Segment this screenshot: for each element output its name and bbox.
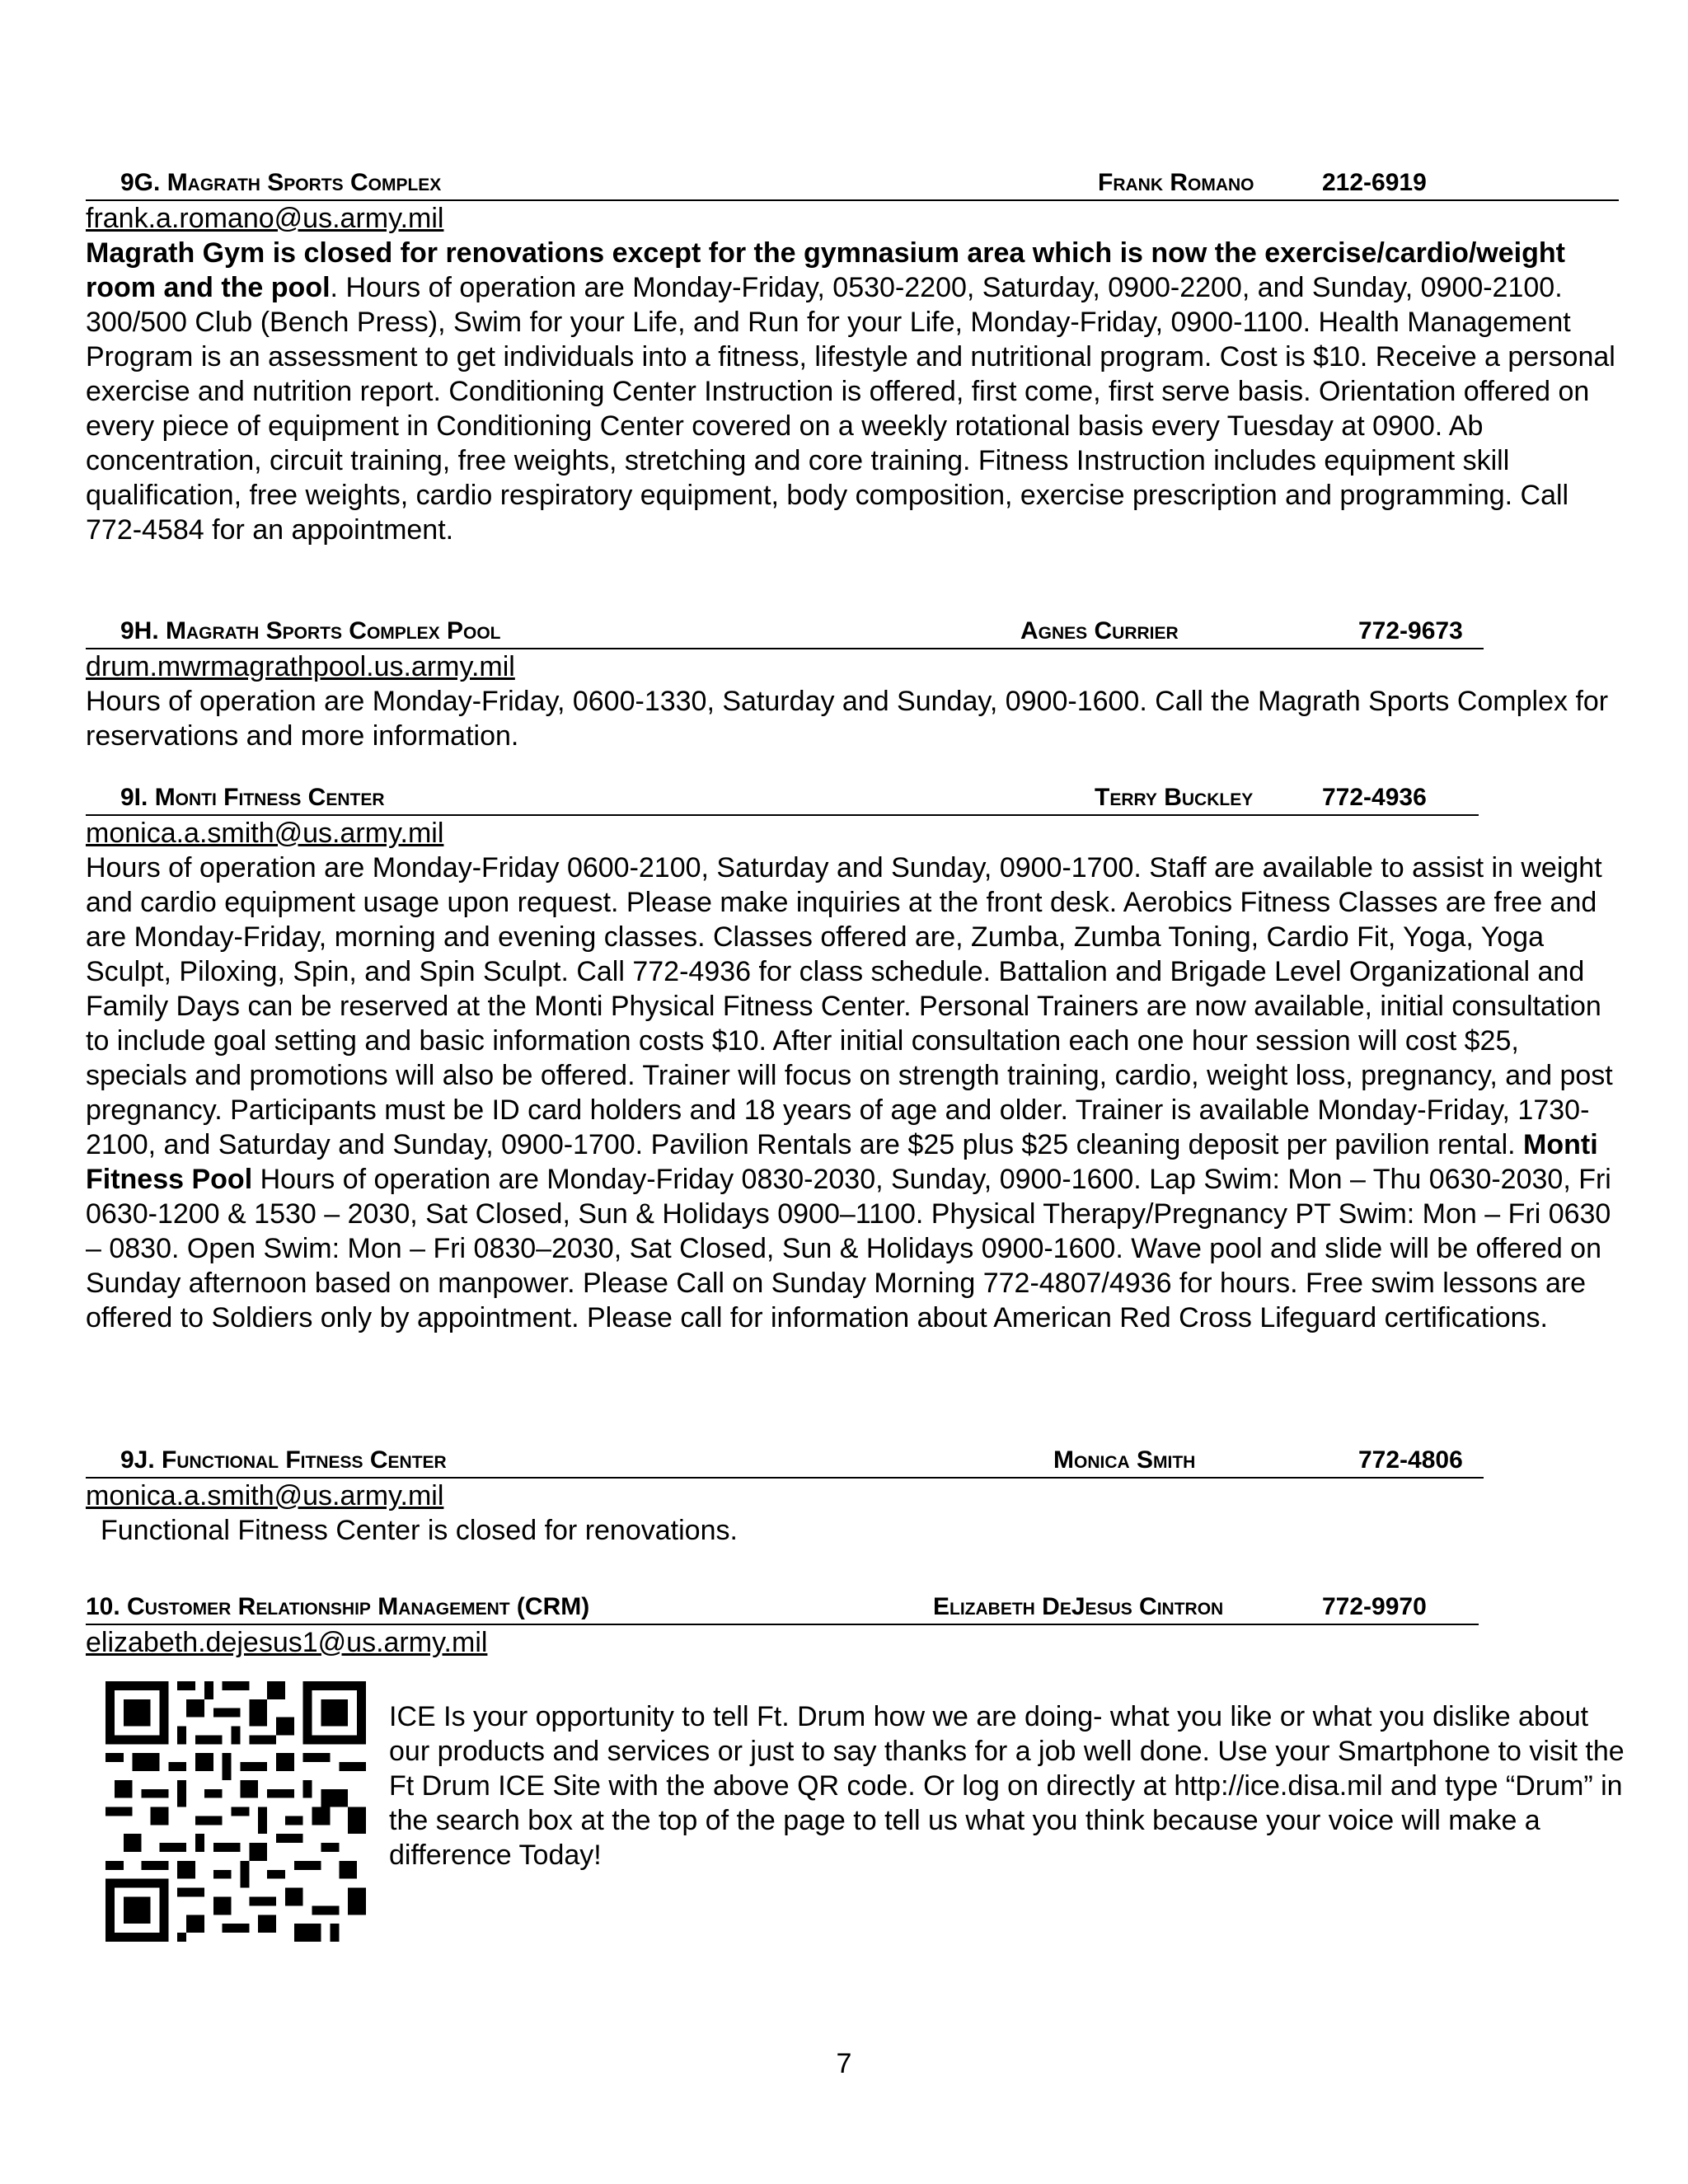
- section-9h: [86, 615, 1619, 753]
- section-header: [86, 1444, 1484, 1479]
- section-9i: [86, 781, 1619, 1335]
- section-9g: [86, 166, 1619, 547]
- bold-subtitle: Monti Fitness Pool: [86, 1129, 1598, 1195]
- section-title: 9J. Functional Fitness Center: [120, 1446, 447, 1474]
- body-text-2: Hours of operation are Monday-Friday 0830-2030, Sunday, 0900-1600. Lap Swim: Mon – Thu 0630-2030, Fri 0630-1200 & 1530 – 2030, Sat Closed, Sun & Holidays 0900–1100. Physical Therapy/Pregnancy PT Swim: Mon – Fri 0630 – 0830. Open Swim: Mon – Fri 0830–2030, Sat Closed, Sun & Holidays 0900-1600. Wave pool and slide will be offered on Sunday afternoon based on manpower. Please Call on Sunday Morning 772-4807/4936 for hours. Free swim lessons are offered to Soldiers only by appointment. Please call for information about American Red Cross Lifeguard certifications.: [86, 1164, 1611, 1333]
- email-link[interactable]: monica.a.smith@us.army.mil: [86, 1480, 444, 1511]
- contact-name: Monica Smith: [1053, 1446, 1196, 1474]
- section-title: 9I. Monti Fitness Center: [120, 784, 385, 811]
- section-header: [86, 615, 1484, 649]
- body-text: Hours of operation are Monday-Friday 0600-2100, Saturday and Sunday, 0900-1700. Staff are available to assist in weight and cardio equipment usage upon request. Please make inquiries at the front desk. Aerobics Fitness Classes are free and are Monday-Friday, morning and evening classes. Classes offered are, Zumba, Zumba Toning, Cardio Fit, Yoga, Yoga Sculpt, Piloxing, Spin, and Spin Sculpt. Call 772-4936 for class schedule. Battalion and Brigade Level Organizational and Family Days can be reserved at the Monti Physical Fitness Center. Personal Trainers are now available, initial consultation to include goal setting and basic information costs $10. After initial consultation each one hour session will cost $25, specials and promotions will also be offered. Trainer will focus on strength training, cardio, weight loss, pregnancy, and post pregnancy. Participants must be ID card holders and 18 years of age and older. Trainer is available Monday-Friday, 1730-2100, and Saturday and Sunday, 0900-1700. Pavilion Rentals are $25 plus $25 cleaning deposit per pavilion rental.: [86, 852, 1613, 1160]
- contact-phone: 212-6919: [1322, 169, 1427, 196]
- contact-phone: 772-4936: [1322, 784, 1427, 811]
- ice-body-text: ICE Is your opportunity to tell Ft. Drum how we are doing- what you like or what you dislike about our products and services or just to say thanks for a job well done. Use your Smartphone to visit the Ft Drum ICE Site with the above QR code. Or log on directly at http://ice.disa.mil and type “Drum” in the search box at the top of the page to tell us what you think because your voice will make a difference Today!: [389, 1701, 1625, 1871]
- section-title: 10. Customer Relationship Management (CRM): [86, 1593, 590, 1620]
- email-link[interactable]: monica.a.smith@us.army.mil: [86, 818, 444, 849]
- section-body: [86, 236, 1619, 547]
- contact-name: Frank Romano: [1098, 169, 1254, 196]
- body-text: Functional Fitness Center is closed for renovations.: [101, 1515, 738, 1546]
- section-9j: [86, 1444, 1619, 1548]
- section-title: 9H. Magrath Sports Complex Pool: [120, 617, 501, 644]
- section-header: [86, 1591, 1479, 1625]
- contact-phone: 772-9673: [1358, 617, 1463, 644]
- email-link[interactable]: elizabeth.dejesus1@us.army.mil: [86, 1627, 488, 1658]
- contact-name: Terry Buckley: [1095, 784, 1254, 811]
- page-number: 7: [836, 2048, 852, 2079]
- email-link[interactable]: drum.mwrmagrathpool.us.army.mil: [86, 651, 515, 682]
- contact-name: Agnes Currier: [1020, 617, 1179, 644]
- body-text: . Hours of operation are Monday-Friday, 0530-2200, Saturday, 0900-2200, and Sunday, 0900-2100. 300/500 Club (Bench Press), Swim for your Life, and Run for your Life, Monday-Friday, 0900-1100. Health Management Program is an assessment to get individuals into a fitness, lifestyle and nutritional program. Cost is $10. Receive a personal exercise and nutrition report. Conditioning Center Instruction is offered, first come, first serve basis. Orientation offered on every piece of equipment in Conditioning Center covered on a weekly rotational basis every Tuesday at 0900. Ab concentration, circuit training, free weights, stretching and core training. Fitness Instruction includes equipment skill qualification, free weights, cardio respiratory equipment, body composition, exercise prescription and programming. Call 772-4584 for an appointment.: [86, 272, 1615, 546]
- contact-name: Elizabeth DeJesus Cintron: [933, 1593, 1224, 1620]
- section-header: [86, 781, 1479, 816]
- email-link[interactable]: frank.a.romano@us.army.mil: [86, 203, 444, 234]
- contact-phone: 772-4806: [1358, 1446, 1463, 1474]
- section-header: [86, 166, 1619, 201]
- section-title: 9G. Magrath Sports Complex: [120, 169, 442, 196]
- body-text: Hours of operation are Monday-Friday, 0600-1330, Saturday and Sunday, 0900-1600. Call the Magrath Sports Complex for reservations and more information.: [86, 686, 1609, 752]
- section-10: [86, 1591, 1625, 1937]
- bold-intro: Magrath Gym is closed for renovations except for the gymnasium area which is now the exercise/cardio/weight room and the pool: [86, 237, 1565, 303]
- section-body: [86, 851, 1619, 1335]
- qr-code[interactable]: [106, 1681, 366, 1942]
- contact-phone: 772-9970: [1322, 1593, 1427, 1620]
